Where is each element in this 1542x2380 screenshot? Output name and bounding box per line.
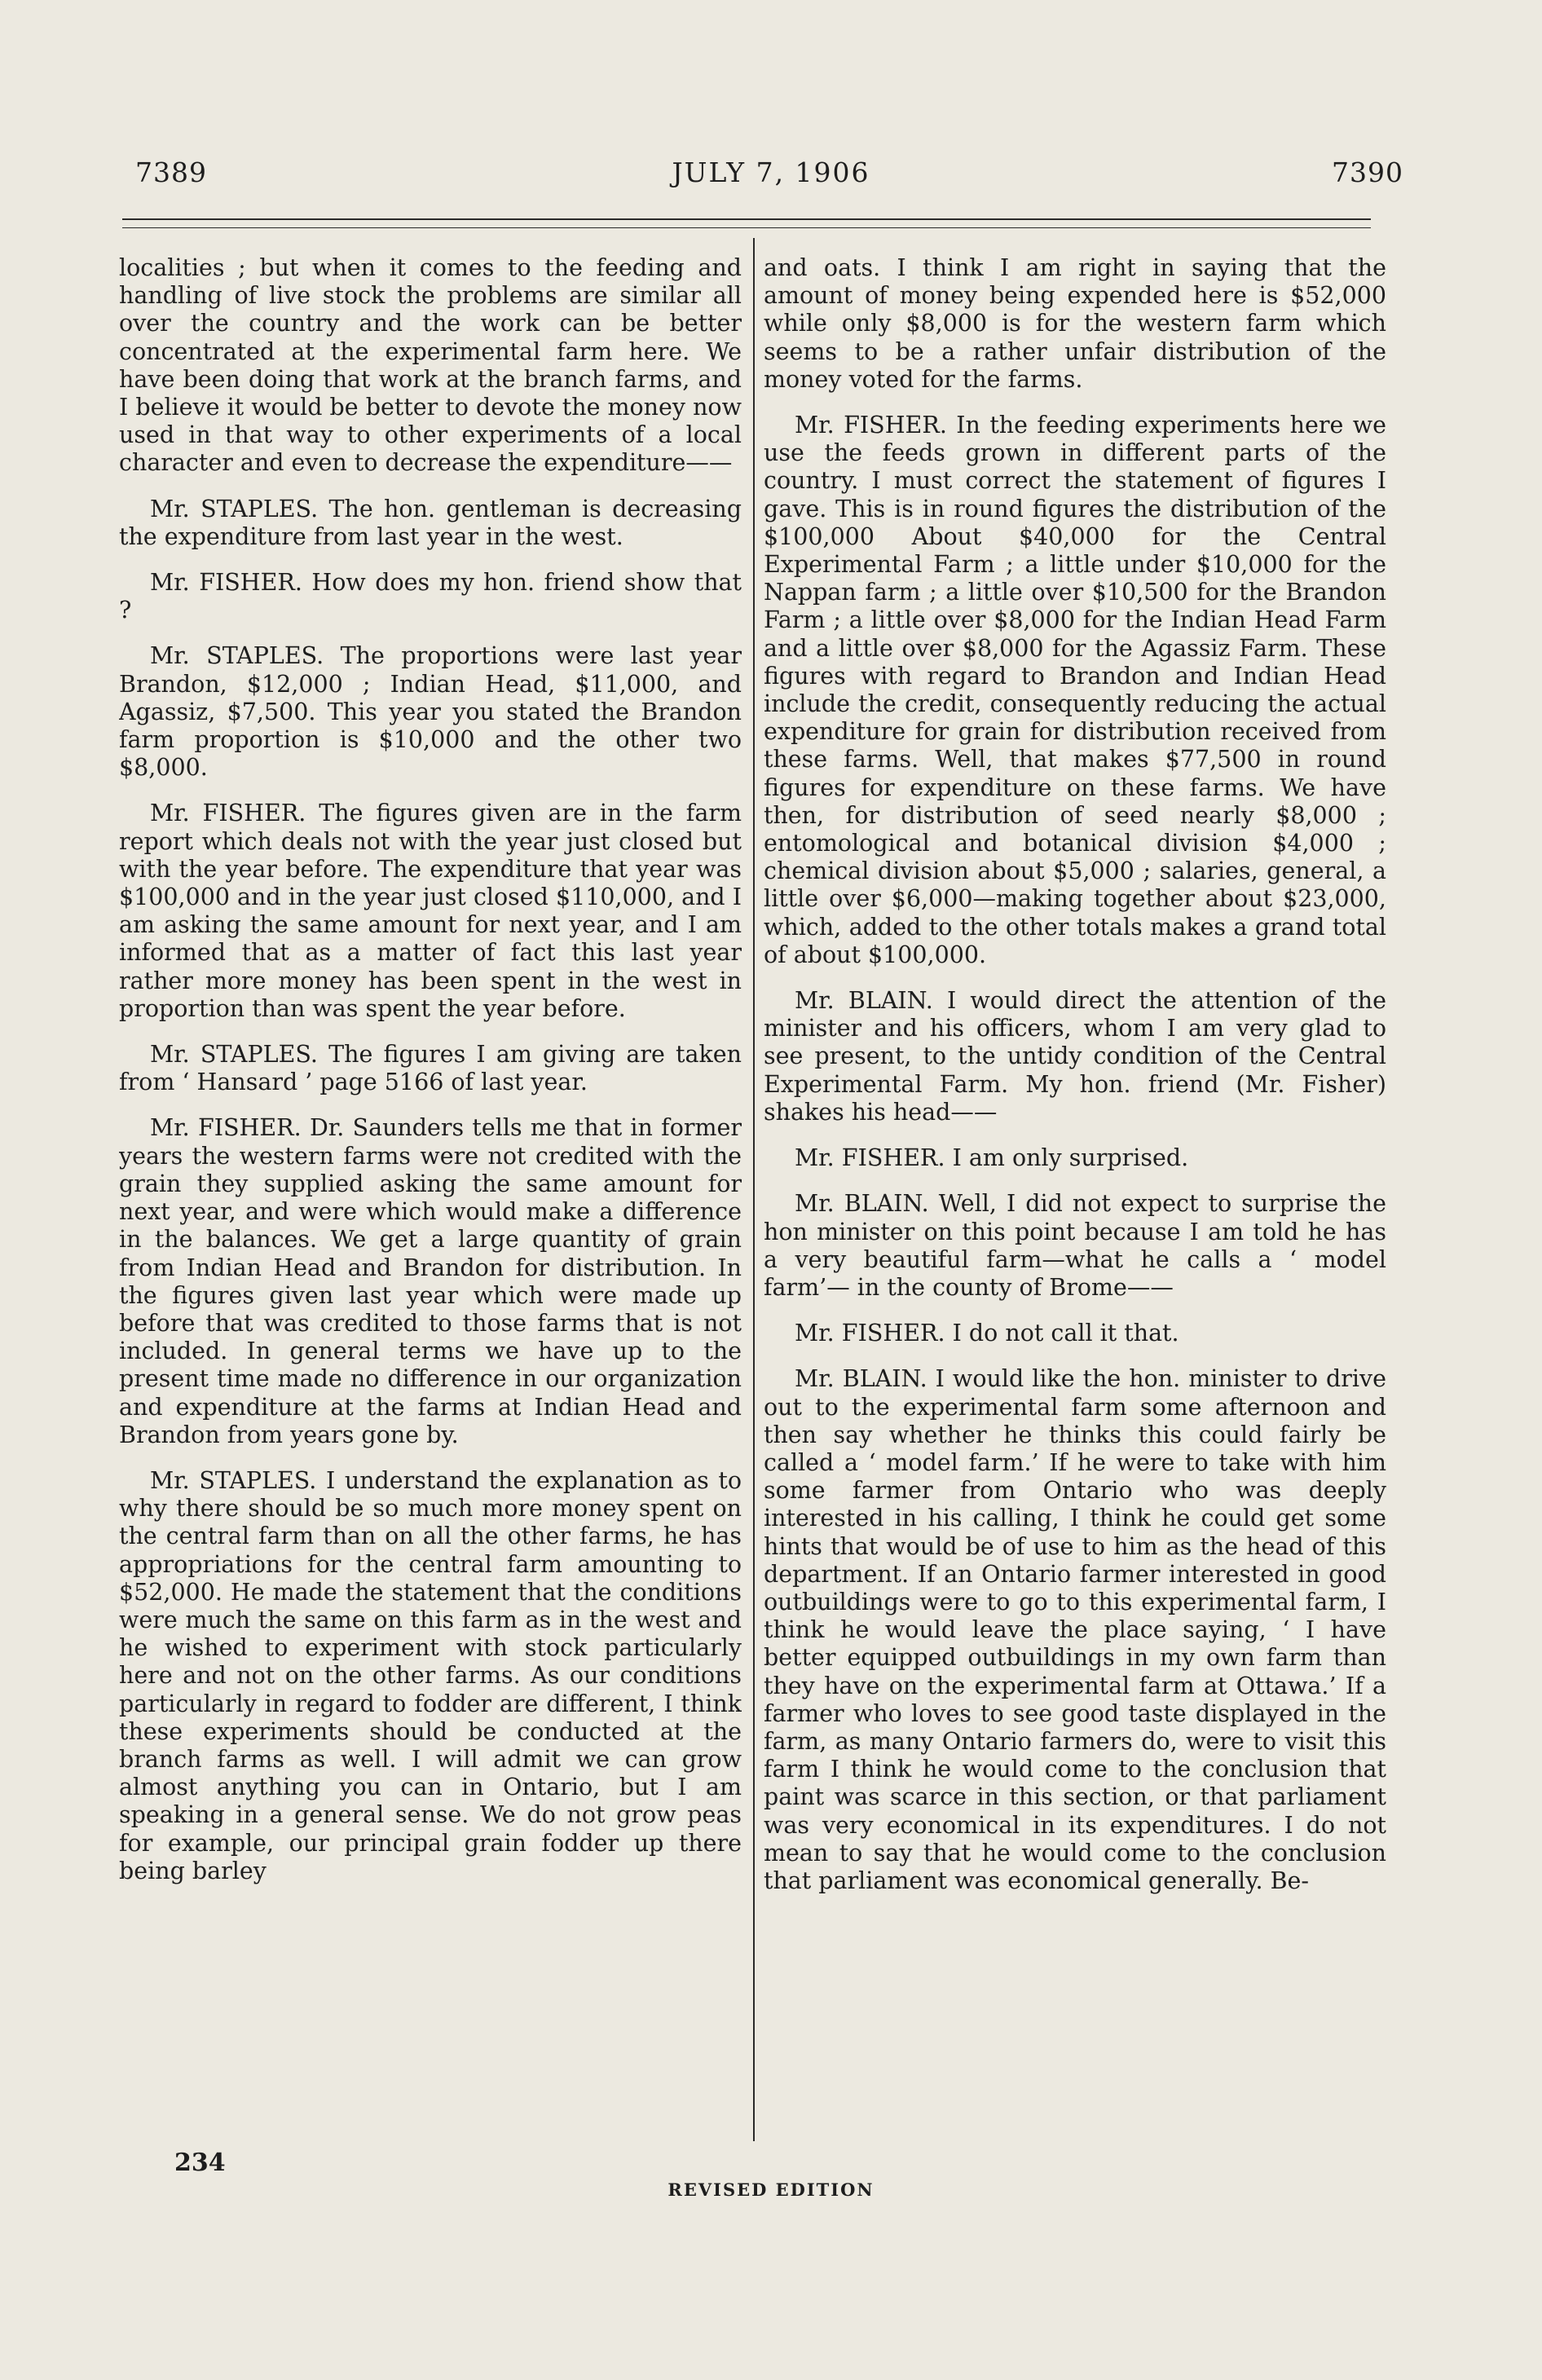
paragraph: Mr. BLAIN. Well, I did not expect to surprise the hon minister on this point because I am told he has a very beautiful farm—what he calls a ‘ model farm’— in the county of Brome——	[764, 1190, 1386, 1301]
paragraph: Mr. STAPLES. The hon. gentleman is decreasing the expenditure from last year in the west.	[119, 495, 742, 550]
paragraph: Mr. STAPLES. I understand the explanation as to why there should be so much more money spent on the central farm than on all the other farms, he has appropriations for the central farm amounting to $52,000. He made the statement that the conditions were much the same on this farm as in the west and he wished to experiment with stock particularly here and not on the other farms. As our conditions particularly in regard to fodder are different, I think these experiments should be conducted at the branch farms as well. I will admit we can grow almost anything you can in Ontario, but I am speaking in a general sense. We do not grow peas for example, our principal grain fodder up there being barley	[119, 1466, 742, 1884]
paragraph: Mr. FISHER. Dr. Saunders tells me that in former years the western farms were not credited with the grain they supplied asking the same amount for next year, and were which would make a difference in the balances. We get a large quantity of grain from Indian Head and Brandon for distribution. In the figures given last year which were made up before that was credited to those farms that is not included. In general terms we have up to the present time made no difference in our organization and expenditure at the farms at Indian Head and Brandon from years gone by.	[119, 1114, 742, 1448]
footer-page-number: 234	[174, 2149, 226, 2177]
paragraph: Mr. FISHER. I do not call it that.	[795, 1320, 1179, 1347]
left-column	[119, 254, 742, 2145]
paragraph: Mr. FISHER. How does my hon. friend show that ?	[119, 569, 742, 624]
paragraph: Mr. BLAIN. I would like the hon. minister to drive out to the experimental farm some afternoon and then say whether he thinks this could fairly be called a ‘ model farm.’ If he were to take with him some farmer from Ontario who was deeply interested in his calling, I think he could get some hints that would be of use to him as the head of this department. If an Ontario farmer interested in good outbuildings were to go to this experimental farm, I think he would leave the place saying, ‘ I have better equipped outbuildings in my own farm than they have on the experimental farm at Ottawa.’ If a farmer who loves to see good taste displayed in the farm, as many Ontario farmers do, were to visit this farm I think he would come to the conclusion that paint was scarce in this section, or that parliament was very economical in its expenditures. I do not mean to say that he would come to the conclusion that parliament was economical generally. Be-	[764, 1365, 1386, 1894]
paragraph: Mr. STAPLES. The proportions were last year Brandon, $12,000 ; Indian Head, $11,000, and Agassiz, $7,500. This year you stated the Brandon farm proportion is $10,000 and the other two $8,000.	[119, 642, 742, 782]
paragraph: Mr. FISHER. The figures given are in the farm report which deals not with the year just closed but with the year before. The expenditure that year was $100,000 and in the year just closed $110,000, and I am asking the same amount for next year, and I am informed that as a matter of fact this last year rather more money has been spent in the west in proportion than was spent the year before.	[119, 800, 742, 1022]
header-rule-top	[122, 218, 1371, 220]
paragraph: Mr. STAPLES. The figures I am giving are taken from ‘ Hansard ’ page 5166 of last year.	[119, 1041, 742, 1096]
paragraph: localities ; but when it comes to the feeding and handling of live stock the problems are similar all over the country and the work can be better concentrated at the experimental farm here. We have been doing that work at the branch farms, and I believe it would be better to devote the money now used in that way to other experiments of a local character and even to decrease the expenditure——	[119, 254, 742, 477]
paragraph: Mr. BLAIN. I would direct the attention of the minister and his officers, whom I am very glad to see present, to the untidy condition of the Central Experimental Farm. My hon. friend (Mr. Fisher) shakes his head——	[764, 987, 1386, 1126]
edition-label: REVISED EDITION	[667, 2179, 875, 2200]
page-date-header: JULY 7, 1906	[672, 156, 870, 188]
paragraph: Mr. FISHER. In the feeding experiments here we use the feeds grown in different parts of the country. I must correct the statement of figures I gave. This is in round figures the distribution of the $100,000 About $40,000 for the Central Experimental Farm ; a little under $10,000 for the Nappan farm ; a little over $10,500 for the Brandon Farm ; a little over $8,000 for the Indian Head Farm and a little over $8,000 for the Agassiz Farm. These figures with regard to Brandon and Indian Head include the credit, consequently reducing the actual expenditure for grain for distribution received from these farms. Well, that makes $77,500 in round figures for expenditure on these farms. We have then, for distribution of seed nearly $8,000 ; entomological and botanical division $4,000 ; chemical division about $5,000 ; salaries, general, a little over $6,000—making together about $23,000, which, added to the other totals makes a grand total of about $100,000.	[764, 412, 1386, 968]
header-rule-bottom	[122, 227, 1371, 228]
paragraph: and oats. I think I am right in saying that the amount of money being expended here is $52,000 while only $8,000 is for the western farm which seems to be a rather unfair distribution of the money voted for the farms.	[764, 254, 1386, 393]
paragraph: Mr. FISHER. I am only surprised.	[795, 1144, 1189, 1172]
page-number-left: 7389	[135, 156, 207, 188]
column-divider	[753, 238, 755, 2141]
page-number-right: 7390	[1332, 156, 1403, 188]
right-column	[764, 254, 1386, 2145]
